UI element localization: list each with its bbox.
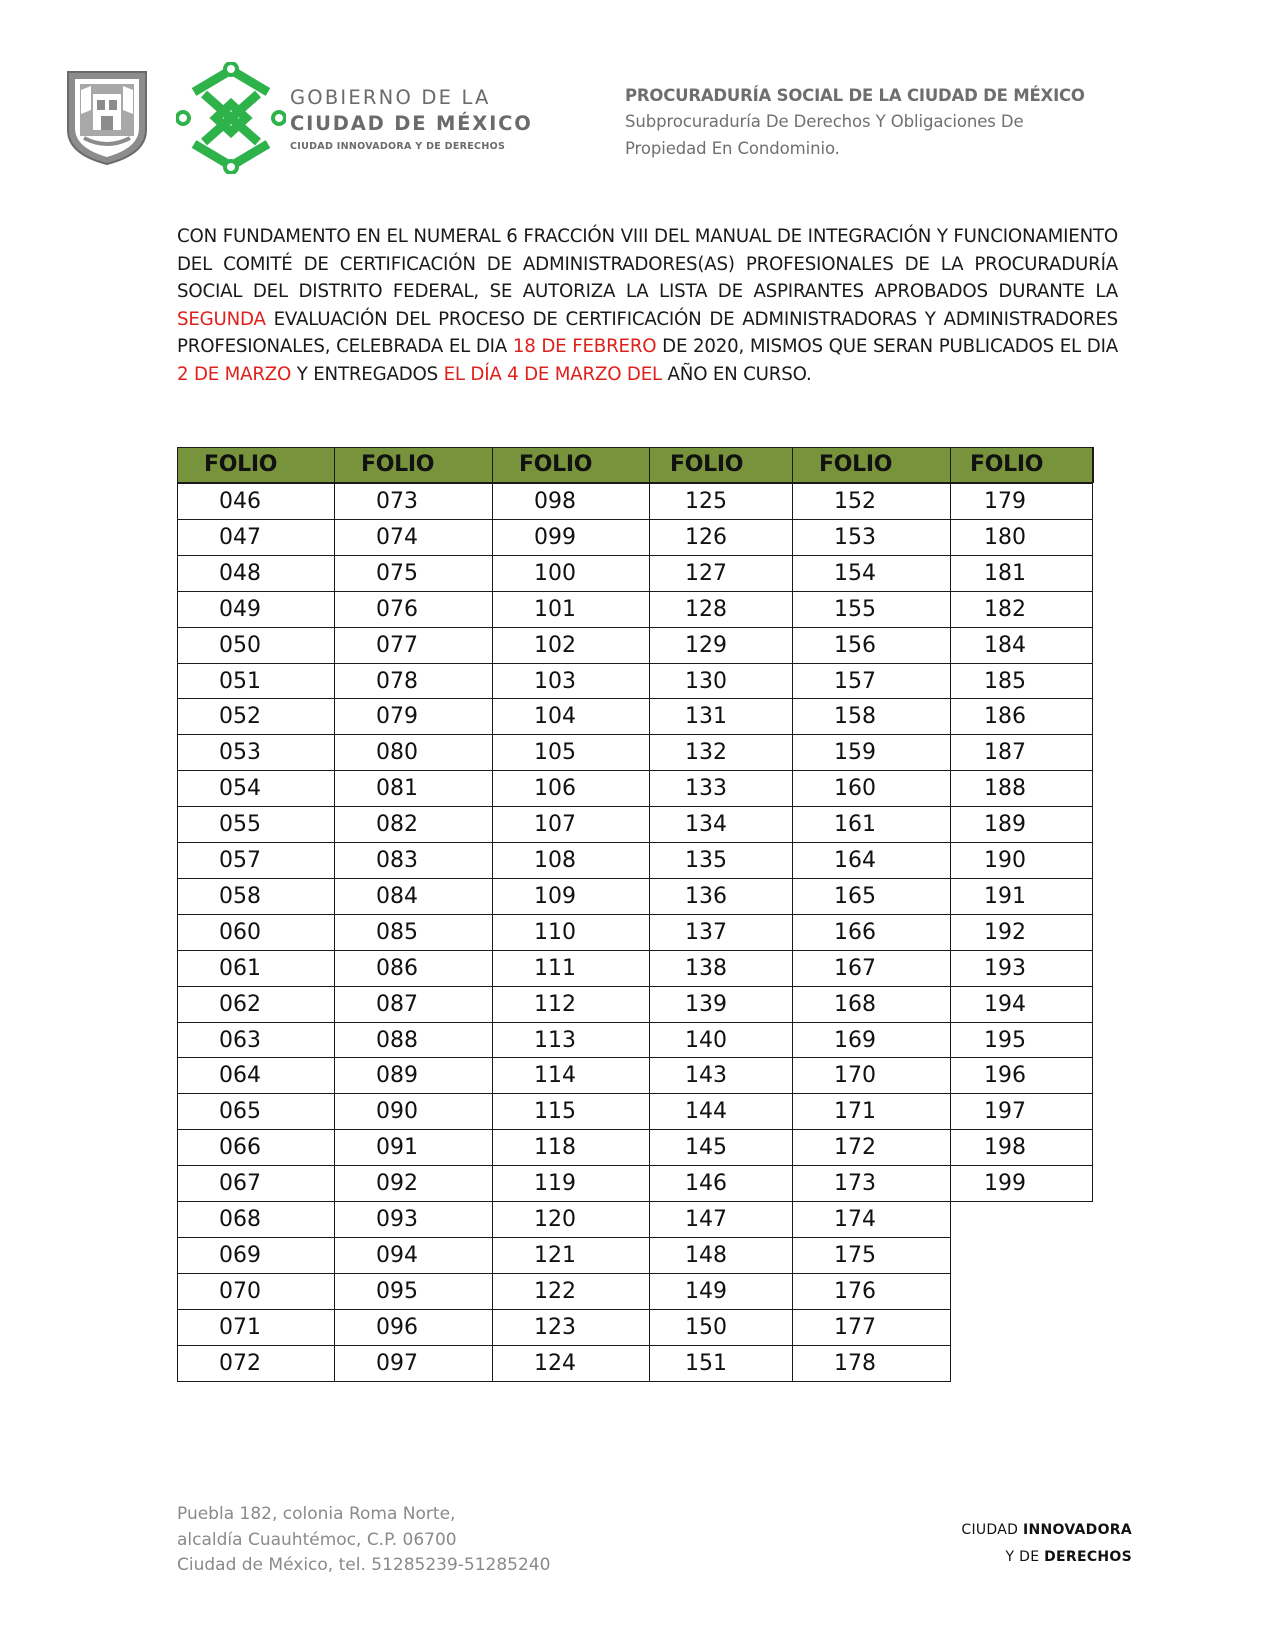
row-divider — [177, 663, 1093, 664]
folio-cell: 098 — [534, 489, 576, 514]
folio-cell: 165 — [834, 883, 876, 909]
column-header-3: FOLIO — [519, 452, 593, 477]
folio-cell: 178 — [834, 1350, 876, 1376]
address-line-2: alcaldía Cuauhtémoc, C.P. 06700 — [177, 1529, 457, 1550]
row-divider — [177, 842, 1093, 843]
column-header-6: FOLIO — [970, 452, 1044, 477]
folio-cell: 070 — [219, 1278, 261, 1304]
folio-cell: 081 — [376, 776, 418, 802]
folio-cell: 124 — [534, 1350, 576, 1376]
folio-cell: 095 — [376, 1278, 418, 1304]
row-divider — [177, 627, 1093, 628]
folio-cell: 176 — [834, 1278, 876, 1304]
folio-cell: 129 — [685, 632, 727, 658]
folio-cell: 122 — [534, 1278, 576, 1304]
folio-cell: 187 — [984, 740, 1026, 766]
gov-line-3: CIUDAD INNOVADORA Y DE DERECHOS — [290, 141, 506, 152]
column-header-4: FOLIO — [670, 452, 744, 477]
folio-cell: 064 — [219, 1063, 261, 1089]
folio-cell: 085 — [376, 919, 418, 945]
folio-cell: 053 — [219, 740, 261, 766]
government-wordmark — [290, 86, 533, 152]
folio-cell: 133 — [685, 776, 727, 802]
row-divider — [177, 734, 1093, 735]
folio-cell: 185 — [984, 668, 1026, 694]
folio-cell: 096 — [376, 1314, 418, 1340]
folio-cell: 090 — [376, 1099, 418, 1125]
row-divider — [177, 914, 1093, 915]
folio-cell: 188 — [984, 776, 1026, 802]
folio-cell: 055 — [219, 812, 261, 838]
gov-line-1: GOBIERNO DE LA — [290, 86, 491, 109]
folio-cell: 104 — [534, 704, 576, 730]
folio-cell: 136 — [685, 883, 727, 909]
folio-cell: 057 — [219, 848, 261, 873]
folio-cell: 158 — [834, 704, 876, 730]
row-divider — [177, 806, 1093, 807]
folio-cell: 138 — [685, 955, 727, 981]
folio-cell: 131 — [685, 704, 727, 730]
folio-cell: 143 — [685, 1063, 727, 1089]
folio-cell: 140 — [685, 1027, 727, 1053]
folio-cell: 154 — [834, 560, 876, 586]
row-divider — [177, 878, 1093, 879]
row-divider — [177, 483, 1093, 484]
column-header-5: FOLIO — [819, 452, 893, 477]
folio-cell: 128 — [685, 596, 727, 622]
folio-cell: 181 — [984, 560, 1026, 586]
row-divider — [177, 1022, 1093, 1023]
folio-cell: 073 — [376, 489, 418, 514]
row-divider — [177, 1237, 951, 1238]
folio-cell: 132 — [685, 740, 727, 766]
paragraph-part-3: DE 2020, MISMOS QUE SERAN PUBLICADOS EL DIA — [656, 336, 1118, 358]
folio-cell: 058 — [219, 883, 261, 909]
folio-cell: 134 — [685, 812, 727, 838]
row-divider — [177, 1129, 1093, 1130]
folio-cell: 076 — [376, 596, 418, 622]
folio-cell: 112 — [534, 991, 576, 1017]
paragraph-part-1: CON FUNDAMENTO EN EL NUMERAL 6 FRACCIÓN VIII DEL MANUAL DE INTEGRACIÓN Y FUNCIONAMIENTO DEL COMITÉ DE CERTIFICACIÓN DE ADMINISTRADORES(AS) PROFESIONALES DE LA PROCURADURÍA SOCIAL DEL DISTRITO FEDERAL, SE AUTORIZA LA LISTA DE ASPIRANTES APROBADOS DURANTE LA — [177, 226, 1118, 303]
folio-cell: 151 — [685, 1350, 727, 1376]
folio-cell: 067 — [219, 1171, 261, 1197]
folio-cell: 079 — [376, 704, 418, 730]
folio-cell: 078 — [376, 668, 418, 694]
folio-cell: 049 — [219, 596, 261, 622]
paragraph-part-5: AÑO EN CURSO. — [661, 363, 812, 385]
folio-cell: 115 — [534, 1099, 576, 1125]
folio-cell: 111 — [534, 955, 576, 981]
folio-cell: 177 — [834, 1314, 876, 1340]
folio-cell: 063 — [219, 1027, 261, 1053]
address-line-1: Puebla 182, colonia Roma Norte, — [177, 1504, 456, 1524]
folio-cell: 161 — [834, 812, 876, 838]
row-divider — [177, 698, 1093, 699]
folio-cell: 172 — [834, 1135, 876, 1161]
folio-cell: 173 — [834, 1171, 876, 1197]
table-header-row — [177, 447, 1094, 483]
folio-cell: 075 — [376, 560, 418, 586]
folio-cell: 046 — [219, 489, 261, 514]
folio-cell: 139 — [685, 991, 727, 1017]
folio-cell: 118 — [534, 1135, 576, 1161]
footer-address — [177, 1502, 550, 1579]
folio-cell: 094 — [376, 1242, 418, 1268]
row-divider — [177, 555, 1093, 556]
highlight-publication-date: 2 DE MARZO — [177, 363, 292, 385]
highlight-segunda: SEGUNDA — [177, 308, 266, 330]
folio-cell: 194 — [984, 991, 1026, 1017]
folio-cell: 084 — [376, 883, 418, 909]
folio-cell: 147 — [685, 1207, 727, 1232]
column-header-2: FOLIO — [361, 452, 435, 477]
row-divider — [177, 1345, 951, 1346]
folio-cell: 093 — [376, 1207, 418, 1232]
folio-cell: 062 — [219, 991, 261, 1017]
folio-cell: 072 — [219, 1350, 261, 1376]
folio-cell: 065 — [219, 1099, 261, 1125]
row-divider — [177, 1273, 951, 1274]
folio-cell: 108 — [534, 848, 576, 873]
folio-cell: 097 — [376, 1350, 418, 1376]
agency-title: PROCURADURÍA SOCIAL DE LA CIUDAD DE MÉXICO — [625, 86, 1085, 105]
folio-cell: 199 — [984, 1171, 1026, 1197]
folio-cell: 196 — [984, 1063, 1026, 1089]
folio-cell: 152 — [834, 489, 876, 514]
folio-cell: 166 — [834, 919, 876, 945]
row-divider — [177, 1309, 951, 1310]
folio-cell: 180 — [984, 524, 1026, 550]
folio-cell: 105 — [534, 740, 576, 766]
folio-cell: 192 — [984, 919, 1026, 945]
folio-cell: 145 — [685, 1135, 727, 1161]
folio-cell: 099 — [534, 524, 576, 550]
motto-line-2a: Y DE — [1005, 1549, 1045, 1565]
row-divider — [177, 1057, 1093, 1058]
motto-line-1b: INNOVADORA — [1022, 1522, 1132, 1538]
folio-cell: 130 — [685, 668, 727, 694]
folio-cell: 167 — [834, 955, 876, 981]
folio-cell: 080 — [376, 740, 418, 766]
folio-cell: 160 — [834, 776, 876, 802]
footer-motto — [940, 1517, 1132, 1571]
folio-cell: 089 — [376, 1063, 418, 1089]
folio-cell: 186 — [984, 704, 1026, 730]
row-divider — [177, 1165, 1093, 1166]
folio-cell: 171 — [834, 1099, 876, 1125]
folio-cell: 146 — [685, 1171, 727, 1197]
folio-cell: 144 — [685, 1099, 727, 1125]
folio-cell: 107 — [534, 812, 576, 838]
folio-cell: 123 — [534, 1314, 576, 1340]
agency-header — [625, 86, 1095, 162]
folio-cell: 193 — [984, 955, 1026, 981]
folio-cell: 110 — [534, 919, 576, 945]
folio-cell: 184 — [984, 632, 1026, 658]
folio-cell: 077 — [376, 632, 418, 658]
folio-cell: 106 — [534, 776, 576, 802]
gov-line-2: CIUDAD DE MÉXICO — [290, 112, 533, 135]
paragraph-part-4: Y ENTREGADOS — [291, 363, 444, 385]
folio-cell: 189 — [984, 812, 1026, 838]
folio-cell: 066 — [219, 1135, 261, 1161]
highlight-evaluation-date: 18 DE FEBRERO — [512, 336, 657, 358]
folio-cell: 175 — [834, 1242, 876, 1268]
folio-cell: 052 — [219, 704, 261, 730]
folio-cell: 103 — [534, 668, 576, 694]
folio-cell: 047 — [219, 524, 261, 550]
folio-cell: 126 — [685, 524, 727, 550]
row-divider — [177, 1381, 951, 1382]
row-divider — [177, 519, 1093, 520]
folio-cell: 048 — [219, 560, 261, 586]
folio-cell: 113 — [534, 1027, 576, 1053]
row-divider — [177, 1093, 1093, 1094]
column-divider — [1092, 447, 1093, 1201]
folio-cell: 069 — [219, 1242, 261, 1268]
folio-cell: 150 — [685, 1314, 727, 1340]
highlight-delivery-date: EL DÍA 4 DE MARZO DEL — [443, 363, 662, 385]
folio-cell: 068 — [219, 1207, 261, 1232]
folio-cell: 157 — [834, 668, 876, 694]
folio-cell: 135 — [685, 848, 727, 873]
folio-cell: 159 — [834, 740, 876, 766]
folio-cell: 102 — [534, 632, 576, 658]
folio-cell: 054 — [219, 776, 261, 802]
folio-cell: 137 — [685, 919, 727, 945]
folio-cell: 182 — [984, 596, 1026, 622]
folio-cell: 125 — [685, 489, 727, 514]
folio-cell: 086 — [376, 955, 418, 981]
folio-cell: 156 — [834, 632, 876, 658]
folio-cell: 149 — [685, 1278, 727, 1304]
folio-cell: 168 — [834, 991, 876, 1017]
folio-cell: 050 — [219, 632, 261, 658]
folio-cell: 155 — [834, 596, 876, 622]
folio-cell: 195 — [984, 1027, 1026, 1053]
folio-cell: 170 — [834, 1063, 876, 1089]
folio-cell: 164 — [834, 848, 876, 873]
folio-cell: 119 — [534, 1171, 576, 1197]
column-header-1: FOLIO — [204, 452, 278, 477]
row-divider — [177, 950, 1093, 951]
folio-cell: 179 — [984, 489, 1026, 514]
folio-cell: 074 — [376, 524, 418, 550]
row-divider — [177, 770, 1093, 771]
motto-line-1a: CIUDAD — [961, 1522, 1023, 1538]
folio-cell: 153 — [834, 524, 876, 550]
folio-cell: 083 — [376, 848, 418, 873]
folio-cell: 127 — [685, 560, 727, 586]
folio-cell: 101 — [534, 596, 576, 622]
row-divider — [177, 986, 1093, 987]
folio-cell: 174 — [834, 1207, 876, 1232]
folio-cell: 088 — [376, 1027, 418, 1053]
folio-cell: 092 — [376, 1171, 418, 1197]
agency-subtitle: Subprocuraduría De Derechos Y Obligaciones De Propiedad En Condominio. — [625, 112, 1024, 158]
resolution-paragraph — [177, 223, 1118, 389]
folio-cell: 191 — [984, 883, 1026, 909]
folio-cell: 121 — [534, 1242, 576, 1268]
row-divider — [177, 591, 1093, 592]
paragraph-part-2: EVALUACIÓN DEL PROCESO DE CERTIFICACIÓN DE ADMINISTRADORAS Y ADMINISTRADORES PROFESIONALES, CELEBRADA EL DIA — [177, 308, 1118, 358]
folio-cell: 060 — [219, 919, 261, 945]
row-divider — [177, 1201, 1093, 1202]
folio-cell: 082 — [376, 812, 418, 838]
motto-line-2b: DERECHOS — [1044, 1549, 1132, 1565]
folio-cell: 198 — [984, 1135, 1026, 1161]
folio-cell: 091 — [376, 1135, 418, 1161]
folio-cell: 148 — [685, 1242, 727, 1268]
folio-cell: 120 — [534, 1207, 576, 1232]
folio-cell: 169 — [834, 1027, 876, 1053]
address-line-3: Ciudad de México, tel. 51285239-51285240 — [177, 1555, 551, 1575]
folio-cell: 087 — [376, 991, 418, 1017]
folio-cell: 100 — [534, 560, 576, 586]
city-coat-of-arms-icon — [66, 70, 148, 166]
cdmx-logo-icon — [176, 62, 286, 174]
folio-cell: 071 — [219, 1314, 261, 1340]
folio-cell: 197 — [984, 1099, 1026, 1125]
folio-cell: 190 — [984, 848, 1026, 873]
folio-cell: 061 — [219, 955, 261, 981]
folio-cell: 109 — [534, 883, 576, 909]
folio-cell: 051 — [219, 668, 261, 694]
folio-cell: 114 — [534, 1063, 576, 1089]
